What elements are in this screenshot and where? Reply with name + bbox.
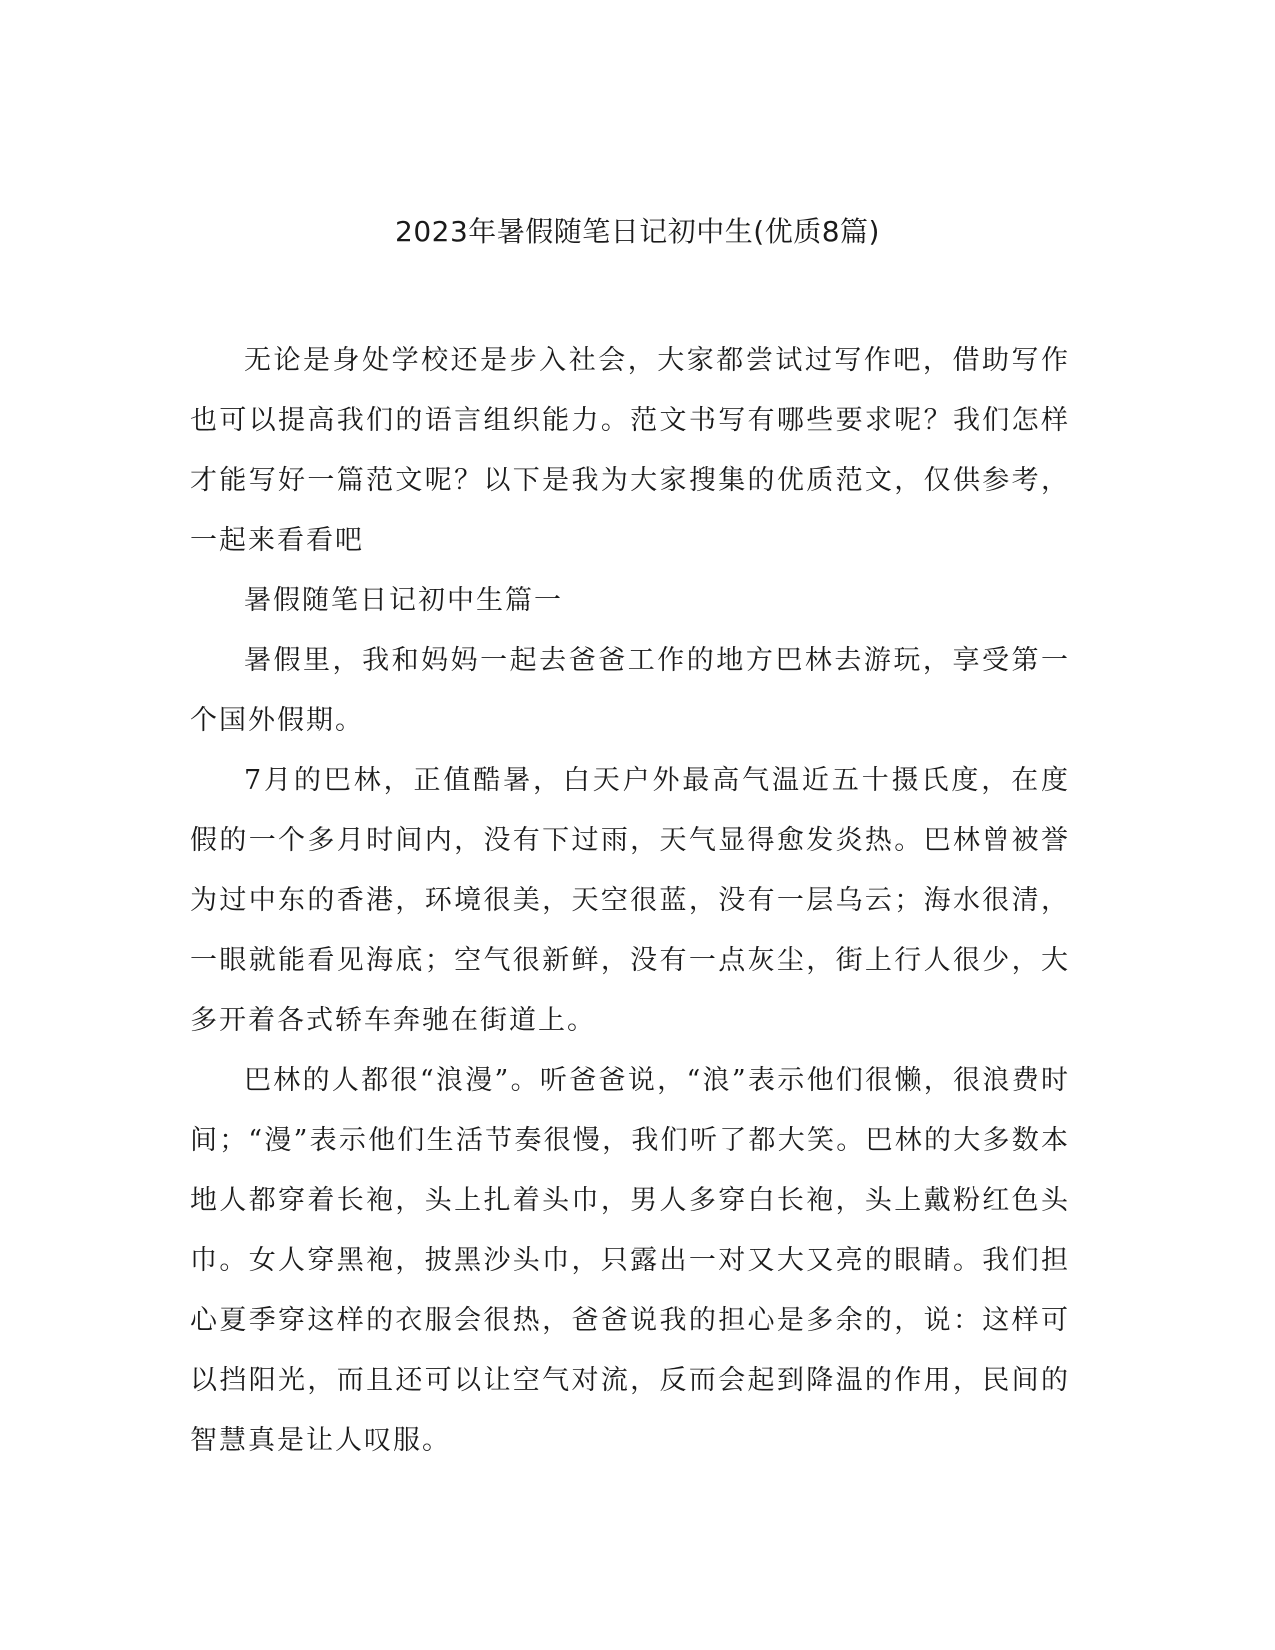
body-paragraph: 巴林的人都很“浪漫”。听爸爸说，“浪”表示他们很懒，很浪费时间；“漫”表示他们生活节奏很慢，我们听了都大笑。巴林的大多数本地人都穿着长袍，头上扎着头巾，男人多穿白长袍，头上戴粉红色头巾。女人穿黑袍，披黑沙头巾，只露出一对又大又亮的眼睛。我们担心夏季穿这样的衣服会很热，爸爸说我的担心是多余的，说：这样可以挡阳光，而且还可以让空气对流，反而会起到降温的作用，民间的智慧真是让人叹服。 bbox=[190, 1065, 1070, 1456]
intro-paragraph: 无论是身处学校还是步入社会，大家都尝试过写作吧，借助写作也可以提高我们的语言组织能力。范文书写有哪些要求呢？我们怎样才能写好一篇范文呢？以下是我为大家搜集的优质范文，仅供参考，一起来看看吧 bbox=[190, 345, 1070, 556]
body-paragraph: 暑假里，我和妈妈一起去爸爸工作的地方巴林去游玩，享受第一个国外假期。 bbox=[190, 645, 1070, 736]
body-paragraph: 7月的巴林，正值酷暑，白天户外最高气温近五十摄氏度，在度假的一个多月时间内，没有下过雨，天气显得愈发炎热。巴林曾被誉为过中东的香港，环境很美，天空很蓝，没有一层乌云；海水很清，一眼就能看见海底；空气很新鲜，没有一点灰尘，街上行人很少，大多开着各式轿车奔驰在街道上。 bbox=[190, 765, 1070, 1036]
document-title: 2023年暑假随笔日记初中生(优质8篇) bbox=[395, 215, 880, 248]
document-body bbox=[190, 331, 1070, 1471]
section-heading: 暑假随笔日记初中生篇一 bbox=[244, 585, 563, 616]
